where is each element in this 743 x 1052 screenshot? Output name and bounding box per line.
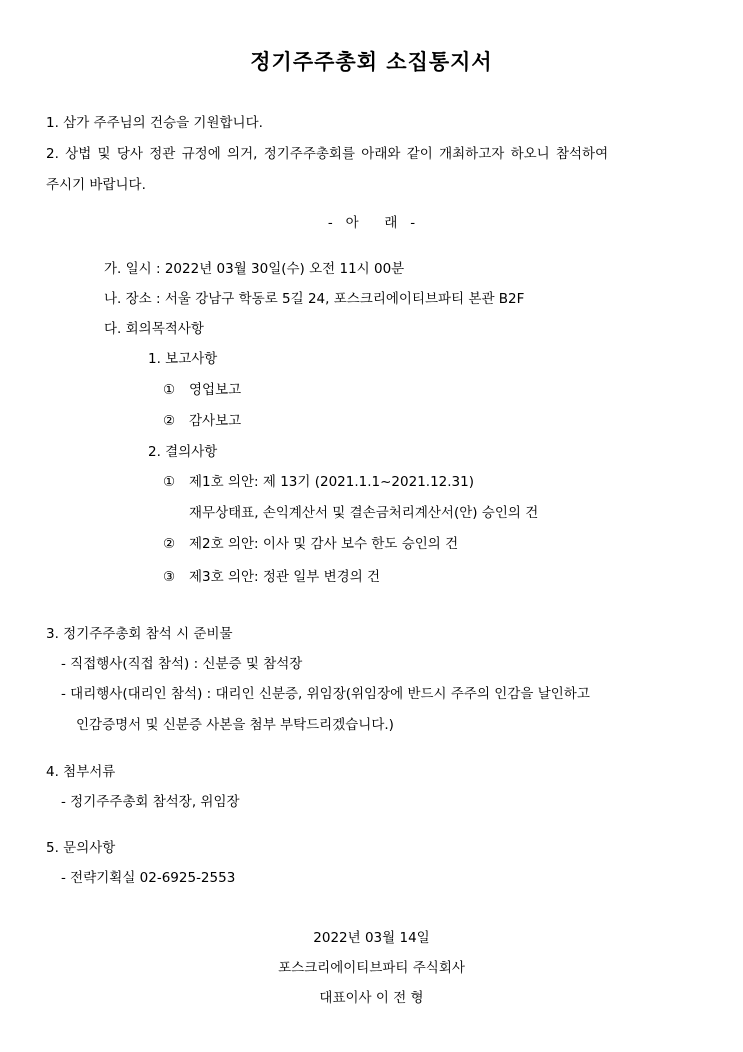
item-text: 감사보고: [189, 413, 242, 429]
report-item: [163, 381, 241, 399]
item-number: ①: [163, 474, 176, 490]
document-title: 정기주주총회 소집통지서: [250, 50, 493, 74]
report-heading: 1. 보고사항: [148, 351, 218, 367]
attach-heading: 4. 첨부서류: [46, 764, 116, 780]
inquiry-item: - 전략기획실 02-6925-2553: [61, 870, 236, 886]
item-number: ②: [163, 536, 176, 552]
attach-item: - 정기주주총회 참석장, 위임장: [61, 794, 240, 810]
item-text: 영업보고: [189, 382, 242, 398]
resolution-item-cont: 재무상태표, 손익계산서 및 결손금처리계산서(안) 승인의 건: [189, 505, 539, 521]
intro-paragraph-2: 2. 상법 및 당사 정관 규정에 의거, 정기주주총회를 아래와 같이 개최하고자 하오니 참석하여: [46, 146, 609, 162]
report-item: [163, 412, 241, 430]
prep-proxy-cont: 인감증명서 및 신분증 사본을 첨부 부탁드리겠습니다.): [76, 717, 394, 733]
resolution-heading: 2. 결의사항: [148, 444, 218, 460]
prep-heading: 3. 정기주주총회 참석 시 준비물: [46, 626, 233, 642]
item-number: ③: [163, 569, 176, 585]
meeting-date: 가. 일시 : 2022년 03월 30일(수) 오전 11시 00분: [104, 261, 405, 277]
meeting-place: 나. 장소 : 서울 강남구 학동로 5길 24, 포스크리에이티브파티 본관 B2F: [104, 291, 525, 307]
notice-heading: - 아 래 -: [327, 215, 416, 231]
company-name: 포스크리에이티브파티 주식회사: [278, 960, 465, 976]
resolution-item: [163, 568, 380, 586]
intro-paragraph-2-cont: 주시기 바랍니다.: [46, 177, 146, 193]
resolution-item: [163, 535, 458, 553]
intro-paragraph-1: 1. 삼가 주주님의 건승을 기원합니다.: [46, 115, 263, 131]
prep-direct: - 직접행사(직접 참석) : 신분증 및 참석장: [61, 656, 303, 672]
issue-date: 2022년 03월 14일: [313, 930, 430, 946]
prep-proxy: - 대리행사(대리인 참석) : 대리인 신분증, 위임장(위임장에 반드시 주주의 인감을 날인하고: [61, 686, 590, 702]
item-number: ①: [163, 382, 176, 398]
item-number: ②: [163, 413, 176, 429]
inquiry-heading: 5. 문의사항: [46, 840, 116, 856]
ceo-name: 대표이사 이 전 형: [319, 990, 424, 1006]
item-text: 제2호 의안: 이사 및 감사 보수 한도 승인의 건: [189, 536, 459, 552]
agenda-heading: 다. 회의목적사항: [104, 321, 204, 337]
resolution-item: [163, 473, 474, 491]
item-text: 제3호 의안: 정관 일부 변경의 건: [189, 569, 381, 585]
item-text: 제1호 의안: 제 13기 (2021.1.1~2021.12.31): [189, 474, 474, 490]
